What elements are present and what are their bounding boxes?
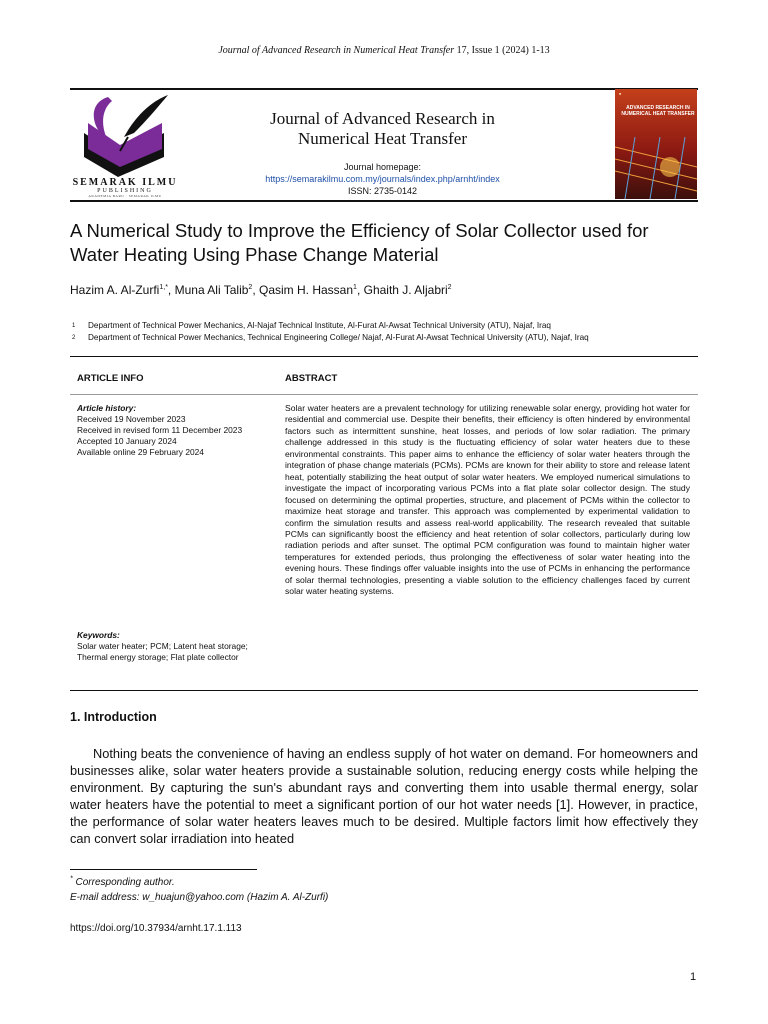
homepage-link[interactable]: https://semarakilmu.com.my/journals/index.php/arnht/index [265,174,500,184]
keywords-text: Solar water heater; PCM; Latent heat storage; Thermal energy storage; Flat plate collector [77,641,248,662]
cover-art-icon [615,137,697,199]
author-3: Qasim H. Hassan$^1$ [259,283,357,297]
running-header [0,45,768,56]
affiliation-1: 1 Department of Technical Power Mechanics, Al-Najaf Technical Institute, Al-Furat Al-Awsat Technical University (ATU), Najaf, Iraq [72,321,551,330]
doi-link[interactable]: https://doi.org/10.37934/arnht.17.1.113 [70,923,242,934]
journal-title-line-2: Numerical Heat Transfer [297,129,467,148]
info-table-mid-rule [70,394,698,395]
author-1: Hazim A. Al-Zurfi$^{1,*}$ [70,283,168,297]
abstract-heading: ABSTRACT [285,373,338,384]
info-table-bottom-rule [70,690,698,691]
article-title-line-1: A Numerical Study to Improve the Efficiency of Solar Collector used for [70,220,649,241]
article-title-line-2: Water Heating Using Phase Change Material [70,244,439,265]
history-online: Available online 29 February 2024 [77,447,204,457]
abstract-text: Solar water heaters are a prevalent technology for utilizing renewable solar energy, providing hot water for residential and commercial use. Despite their benefits, their efficiency is often hindered by environmental factors such as intermittent sunshine, heat losses, and periods of low solar radiation. The primary challenge addressed in this study is the fluctuating efficiency of solar water heaters due to these environmental constraints. This paper aims to enhance the efficiency of solar water heaters through the integration of phase change materials (PCMs). PCMs are known for their ability to store and release latent heat, potentially stabilizing the heat output of solar water heaters. We employed numerical simulations to investigate the impact of incorporating various PCMs into a flat plate solar collector design. The study focused on determining the optimal properties, structure, and placement of PCMs within the collector to maximize heat storage and transfer. This approach was complemented by experimental validation to confirm the simulation results and assess real-world applicability. The research revealed that suitable PCMs can significantly boost the efficiency and heat retention of solar collectors, particularly during low radiation periods and after sunset. The optimal PCM configuration was found to maintain higher water temperatures for extended periods, thus prolonging the effectiveness of solar water heating into the evening hours. These findings offer valuable insights into the use of PCMs in enhancing the performance of solar thermal technologies, presenting a viable solution to the efficiency challenges faced by current solar water heating systems. [285,403,690,597]
running-header-journal: Journal of Advanced Research in Numerical Heat Transfer [218,45,455,56]
author-2: Muna Ali Talib$^2$ [174,283,253,297]
author-4: Ghaith J. Aljabri$^2$ [363,283,452,297]
page-number: 1 [690,971,697,983]
section-heading-introduction: 1. Introduction [70,710,157,724]
cover-logo-icon: ■ [619,92,622,96]
footnote-email: E-mail address: w_huajun@yahoo.com (Hazim A. Al-Zurfi) [70,892,329,903]
footnote-corresponding: * Corresponding author. [70,875,175,888]
keywords-label: Keywords: [77,630,120,640]
journal-homepage-block [230,161,535,197]
logo-wordmark [70,177,180,198]
logo-sub: PUBLISHING [97,188,153,194]
affiliation-2: 2 Department of Technical Power Mechanics, Technical Engineering College/ Najaf, Al-Furat Al-Awsat Technical University (ATU), Najaf, Iraq [72,333,589,342]
footnote-symbol: * [70,875,73,883]
article-info-heading: ARTICLE INFO [77,373,144,384]
cover-title: ADVANCED RESEARCH IN NUMERICAL HEAT TRANSFER [621,105,695,117]
running-header-issue: 17, Issue 1 (2024) 1-13 [454,45,550,56]
journal-title-line-1: Journal of Advanced Research in [270,109,495,128]
author-list: Hazim A. Al-Zurfi$^{1,*}$, Muna Ali Talib$^2$, Qasim H. Hassan$^1$, Ghaith J. Aljabri$^2$ [70,283,452,297]
header-bottom-rule [70,200,698,202]
history-revised: Received in revised form 11 December 2023 [77,425,243,435]
history-received: Received 19 November 2023 [77,414,186,424]
journal-cover-image [615,89,697,199]
logo-tagline: AKADEMIA BARU · SEMARAK ILMU [88,194,162,198]
header-top-rule [70,88,698,90]
logo-name: SEMARAK ILMU [72,177,178,188]
article-history [77,403,277,458]
article-title [70,219,698,267]
issn: ISSN: 2735-0142 [347,186,418,196]
history-accepted: Accepted 10 January 2024 [77,436,177,446]
introduction-paragraph: Nothing beats the convenience of having an endless supply of hot water on demand. For homeowners and businesses alike, solar water heaters provide a sustainable solution, reducing energy costs while helping the environment. By capturing the sun's abundant rays and converting them into usable thermal energy, solar water heaters have the potential to meet a significant portion of our hot water needs [1]. However, in practice, the performance of solar water heaters leaves much to be desired. Multiple factors limit how effectively they can convert solar irradiation into heated [70,746,698,847]
journal-title [230,109,535,149]
homepage-label: Journal homepage: [343,162,422,172]
info-table-top-rule [70,356,698,357]
history-label: Article history: [77,403,137,413]
footnote-rule [70,869,257,870]
keywords-block [77,630,273,663]
